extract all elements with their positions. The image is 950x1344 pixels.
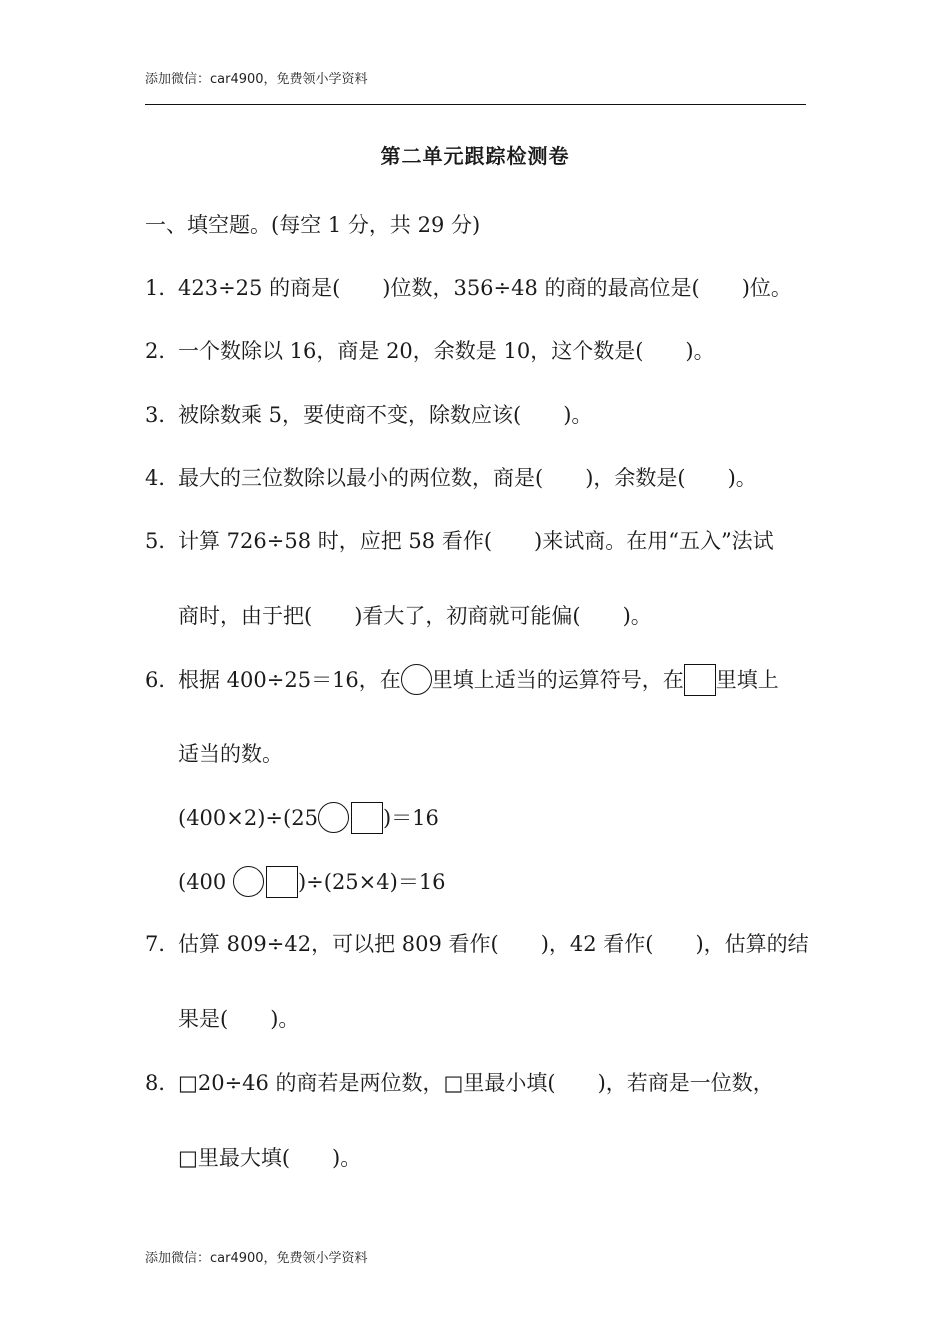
equation-1: [178, 802, 439, 834]
question-5: [145, 526, 774, 556]
question-number: 2．: [145, 339, 180, 363]
square-blank-icon: [684, 664, 716, 696]
header-watermark: 添加微信：car4900，免费领小学资料: [145, 72, 368, 87]
question-number: 7．: [145, 932, 180, 956]
question-text: □20÷46 的商若是两位数，□里最小填( )，若商是一位数，: [178, 1071, 774, 1095]
section-heading: 一、填空题。(每空 1 分，共 29 分): [145, 213, 481, 237]
question-text: 最大的三位数除以最小的两位数，商是( )，余数是( )。: [178, 466, 757, 490]
footer-watermark: 添加微信：car4900，免费领小学资料: [145, 1251, 368, 1266]
question-text: 计算 726÷58 时，应把 58 看作( )来试商。在用“五入”法试: [178, 529, 774, 553]
question-6-continued: 适当的数。: [178, 742, 283, 766]
equation-text: (400: [178, 870, 227, 894]
circle-blank-icon: [233, 866, 264, 897]
question-7: [145, 929, 809, 959]
equation-text: (400×2)÷(25: [178, 806, 318, 830]
question-2: [145, 336, 715, 366]
question-number: 6．: [145, 668, 180, 692]
question-number: 5．: [145, 529, 180, 553]
question-text: 根据 400÷25＝16，在: [178, 668, 401, 692]
question-number: 4．: [145, 466, 180, 490]
question-text: 被除数乘 5，要使商不变，除数应该( )。: [178, 403, 593, 427]
square-blank-icon: [266, 866, 298, 898]
question-text: 一个数除以 16，商是 20，余数是 10，这个数是( )。: [178, 339, 715, 363]
question-number: 3．: [145, 403, 180, 427]
question-text: 423÷25 的商是( )位数，356÷48 的商的最高位是( )位。: [178, 276, 792, 300]
header-rule: [145, 104, 806, 105]
question-text: 里填上适当的运算符号，在: [431, 668, 684, 692]
circle-blank-icon: [401, 664, 432, 695]
question-text: 里填上: [715, 668, 779, 692]
square-blank-icon: [351, 802, 383, 834]
question-8-continued: □里最大填( )。: [178, 1146, 362, 1170]
question-5-continued: 商时，由于把( )看大了，初商就可能偏( )。: [178, 604, 652, 628]
question-6: [145, 664, 779, 696]
equation-2: [178, 866, 446, 898]
question-3: [145, 400, 592, 430]
question-text: 估算 809÷42，可以把 809 看作( )，42 看作( )，估算的结: [178, 932, 809, 956]
circle-blank-icon: [318, 802, 349, 833]
question-1: [145, 273, 792, 303]
question-4: [145, 463, 757, 493]
equation-text: )÷(25×4)＝16: [297, 870, 446, 894]
equation-text: )＝16: [382, 806, 439, 830]
question-7-continued: 果是( )。: [178, 1007, 300, 1031]
question-8: [145, 1068, 774, 1098]
page-title: 第二单元跟踪检测卷: [380, 144, 570, 168]
question-number: 8．: [145, 1071, 180, 1095]
question-number: 1．: [145, 276, 180, 300]
